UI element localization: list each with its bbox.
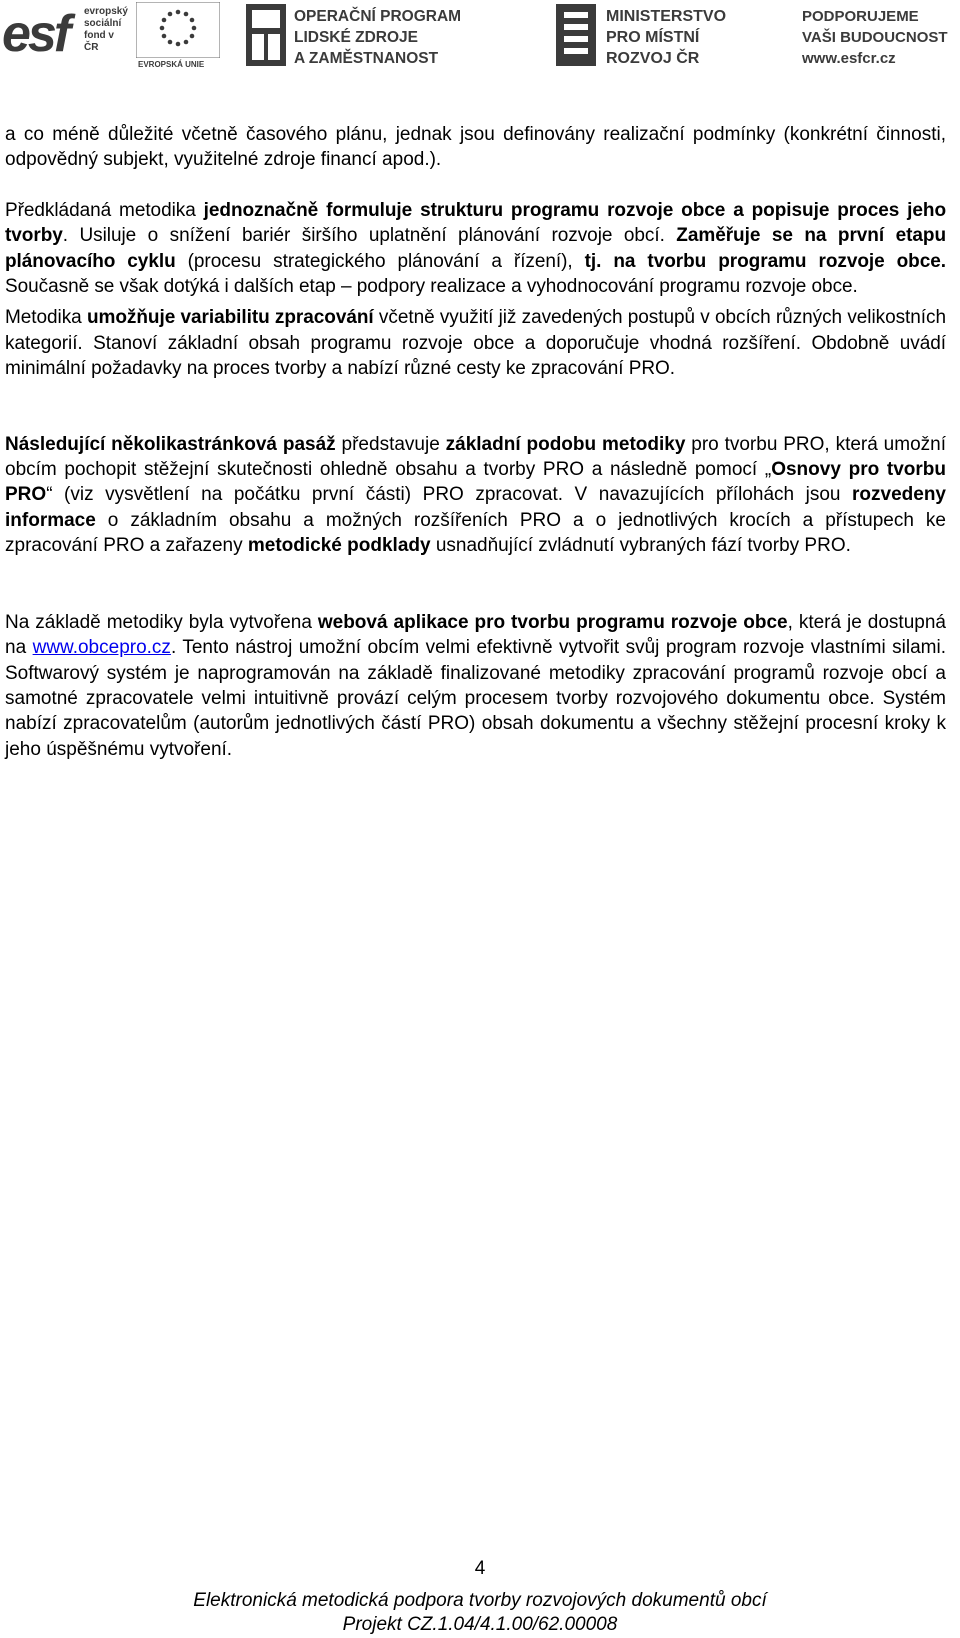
op-emblem-icon — [246, 4, 286, 66]
text-run: “ (viz vysvětlení na počátku první části) PRO zpracovat. V navazujících přílohách jsou — [46, 484, 853, 506]
text-run-bold: rozvedeny informace — [5, 484, 946, 531]
text-run: . Tento nástroj umožní obcím velmi efektivně vytvořit svůj program rozvoje vlastními silami. Softwarový systém je naprogramován na základě finalizované metodiky zpracování programů rozvoje obcí a samotné zpracovatele velmi intuitivně provází celým procesem tvorby rozvojového dokumentu obce. Systém nabízí zpracovatelům (autorům jednotlivých částí PRO) obsah dokumentu a všechny stěžejní procesní kroky k jeho úspěšnému vytvoření. — [5, 637, 946, 760]
support-website: www.esfcr.cz — [802, 50, 896, 67]
text-run-bold: webová aplikace pro tvorbu programu rozvoje obce — [317, 611, 788, 633]
mmr-text-line: MINISTERSTVO — [606, 8, 727, 25]
text-run: , která je dostupná na — [5, 611, 946, 659]
esf-text-line: evropský — [84, 6, 128, 17]
eu-label: EVROPSKÁ UNIE — [138, 60, 205, 69]
mmr-text-line: ROZVOJ ČR — [606, 50, 700, 67]
text-run: pro tvorbu PRO, která umožní obcím pochopit stěžejní skutečnosti ohledně obsahu a tvorby PRO a následně pomocí „ — [5, 433, 946, 481]
logo-banner — [0, 0, 960, 78]
text-run-bold: metodické podklady — [247, 535, 431, 557]
text-run-bold: Následující několikastránková pasáž — [5, 433, 336, 455]
support-text-line: PODPORUJEME — [802, 8, 919, 25]
paragraph-5 — [5, 610, 946, 762]
eu-logo — [134, 0, 226, 72]
text-run: představuje — [335, 433, 446, 455]
esf-text-line: sociální — [84, 18, 122, 29]
page-number: 4 — [474, 1558, 486, 1579]
paragraph-4 — [5, 432, 946, 559]
paragraph-2 — [5, 198, 946, 300]
text-run: Současně se však dotýká i dalších etap – podpory realizace a vyhodnocování programu rozvoje obce. — [5, 276, 858, 298]
text-run: o základním obsahu a možných rozšířeních PRO a o jednotlivých krocích a přístupech ke zpracování PRO a zařazeny — [5, 509, 946, 557]
support-text-line: VAŠI BUDOUCNOST — [802, 29, 948, 46]
eu-stars-icon — [136, 2, 220, 58]
text-run-bold: základní podobu metodiky — [445, 433, 686, 455]
op-lzz-logo — [244, 0, 474, 72]
text-run: Na základě metodiky byla vytvořena — [5, 611, 318, 633]
text-run-bold: jednoznačně formuluje strukturu programu rozvoje obce a popisuje proces jeho tvorby — [5, 199, 946, 247]
text-run-bold: Osnovy pro tvorbu PRO — [5, 459, 946, 506]
text-run: a co méně důležité včetně časového plánu, jednak jsou definovány realizační podmínky (konkrétní činnosti, odpovědný subjekt, využitelné zdroje financí apod.). — [5, 124, 946, 171]
document-body — [5, 122, 946, 762]
op-text-line: OPERAČNÍ PROGRAM — [294, 8, 462, 25]
op-text-line: A ZAMĚSTNANOST — [294, 50, 439, 67]
text-run: včetně využití již zavedených postupů v obcích různých velikostních kategorií. Stanoví základní obsah programu rozvoje obce a doporučuje vhodná rozšíření. Obdobně uvádí minimální požadavky na proces tvorby a nabízí různé cesty ke zpracování PRO. — [5, 307, 946, 380]
op-text-line: LIDSKÉ ZDROJE — [294, 29, 419, 46]
mmr-text-line: PRO MÍSTNÍ — [606, 29, 700, 46]
esf-text-line: fond v ČR — [84, 30, 114, 53]
esf-mark: esf — [2, 5, 69, 63]
text-run: Předkládaná metodika — [5, 199, 204, 221]
support-logo — [802, 0, 960, 72]
text-run-bold: tj. na tvorbu programu rozvoje obce. — [584, 250, 947, 272]
mmr-emblem-icon — [556, 4, 596, 66]
obcepro-link[interactable]: www.obcepro.cz — [32, 637, 171, 659]
text-run: (procesu strategického plánování a řízení), — [175, 250, 585, 272]
paragraph-3 — [5, 305, 946, 381]
text-run-bold: umožňuje variabilitu zpracování — [86, 307, 374, 329]
paragraph-1 — [5, 122, 946, 173]
text-run: . Usiluje o snížení bariér širšího uplatnění plánování rozvoje obcí. — [62, 225, 677, 247]
text-run: Metodika — [5, 307, 87, 329]
footer-project-code: Projekt CZ.1.04/4.1.00/62.00008 — [342, 1614, 618, 1635]
text-run: usnadňující zvládnutí vybraných fází tvorby PRO. — [430, 535, 851, 557]
mmr-logo — [556, 0, 756, 72]
text-run-bold: Zaměřuje se na první etapu plánovacího cyklu — [5, 225, 946, 272]
footer-project-name: Elektronická metodická podpora tvorby rozvojových dokumentů obcí — [193, 1590, 767, 1611]
esf-logo — [0, 0, 128, 72]
